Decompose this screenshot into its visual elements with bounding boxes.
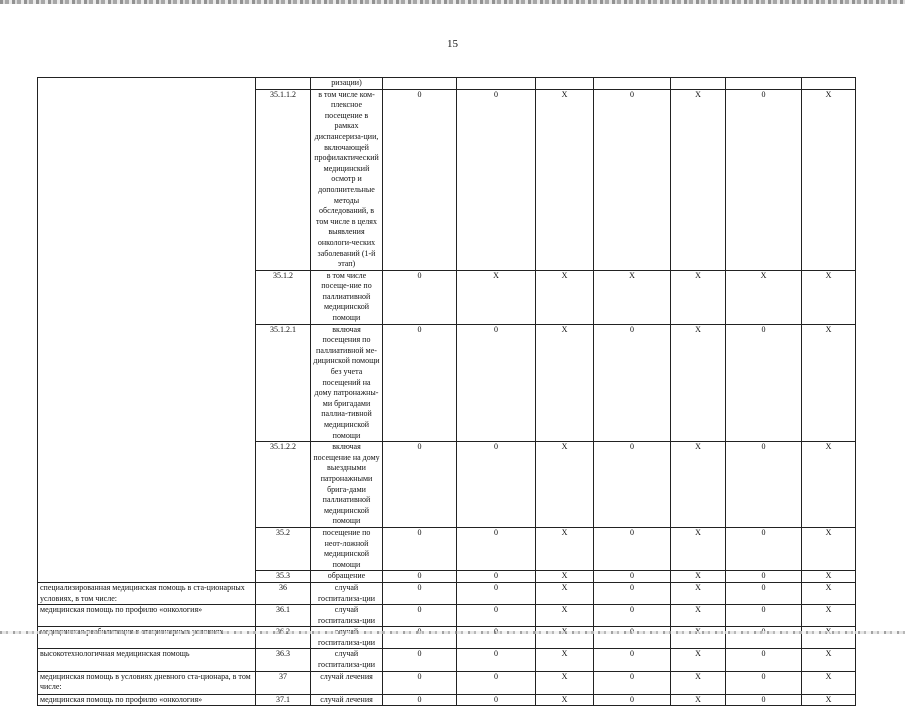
- row-unit-cell: ризации): [311, 78, 383, 90]
- value-cell: 0: [383, 324, 457, 442]
- row-unit-cell: обращение: [311, 571, 383, 583]
- row-name-cell: [38, 89, 256, 270]
- value-cell: 0: [594, 694, 671, 706]
- value-cell: 0: [726, 89, 802, 270]
- value-cell: 0: [457, 442, 536, 528]
- value-cell: X: [671, 571, 726, 583]
- value-cell: 0: [726, 649, 802, 671]
- row-code-cell: 35.1.2.2: [256, 442, 311, 528]
- value-cell: X: [802, 270, 856, 324]
- value-cell: 0: [594, 527, 671, 570]
- table-row: [38, 694, 856, 706]
- row-name-cell: [38, 571, 256, 583]
- row-code-cell: 37: [256, 671, 311, 694]
- value-cell: 0: [457, 694, 536, 706]
- row-unit-cell: в том числе посеще-ние по паллиативной медицинской помощи: [311, 270, 383, 324]
- value-cell: 0: [594, 89, 671, 270]
- value-cell: [726, 78, 802, 90]
- value-cell: 0: [726, 571, 802, 583]
- value-cell: 0: [457, 582, 536, 604]
- value-cell: X: [536, 605, 594, 627]
- value-cell: 0: [726, 582, 802, 604]
- table-row: [38, 442, 856, 528]
- row-code-cell: [256, 78, 311, 90]
- scan-edge-top: [0, 0, 905, 4]
- table-row: [38, 582, 856, 604]
- table-row: [38, 270, 856, 324]
- value-cell: X: [802, 89, 856, 270]
- value-cell: X: [802, 527, 856, 570]
- value-cell: X: [536, 694, 594, 706]
- value-cell: 0: [383, 605, 457, 627]
- row-code-cell: 36.1: [256, 605, 311, 627]
- value-cell: 0: [726, 527, 802, 570]
- value-cell: 0: [383, 270, 457, 324]
- value-cell: X: [536, 324, 594, 442]
- row-unit-cell: в том числе ком-плексное посещение в рамках диспансериза-ции, включающей профилактический медицинский осмотр и дополнительные методы обследований, в том числе в целях выявления онкологи-ческих заболеваний (1-й этап): [311, 89, 383, 270]
- value-cell: 0: [383, 89, 457, 270]
- table-row: [38, 527, 856, 570]
- data-table: [37, 77, 856, 706]
- value-cell: X: [536, 89, 594, 270]
- row-code-cell: 35.1.2.1: [256, 324, 311, 442]
- row-name-cell: медицинская помощь по профилю «онкология»: [38, 694, 256, 706]
- value-cell: X: [671, 582, 726, 604]
- value-cell: [802, 78, 856, 90]
- row-name-cell: [38, 324, 256, 442]
- row-unit-cell: госпитализа-ции: [311, 627, 383, 649]
- value-cell: 0: [594, 605, 671, 627]
- row-unit-cell: случай госпитализа-ции: [311, 582, 383, 604]
- row-unit-cell: случай госпитализа-ции: [311, 605, 383, 627]
- row-unit-cell: случай лечения: [311, 694, 383, 706]
- value-cell: 0: [594, 671, 671, 694]
- table-row: [38, 324, 856, 442]
- row-unit-cell: случай госпитализа-ции: [311, 649, 383, 671]
- value-cell: X: [671, 89, 726, 270]
- value-cell: 0: [457, 671, 536, 694]
- table-row: [38, 649, 856, 671]
- value-cell: 0: [594, 571, 671, 583]
- value-cell: [457, 78, 536, 90]
- value-cell: 0: [457, 89, 536, 270]
- row-code-cell: 36: [256, 582, 311, 604]
- row-name-cell: высокотехнологичная медицинская помощь: [38, 649, 256, 671]
- value-cell: X: [536, 582, 594, 604]
- value-cell: X: [802, 649, 856, 671]
- value-cell: 0: [383, 571, 457, 583]
- value-cell: 0: [457, 527, 536, 570]
- value-cell: X: [802, 442, 856, 528]
- value-cell: X: [802, 324, 856, 442]
- value-cell: 0: [383, 527, 457, 570]
- value-cell: X: [536, 671, 594, 694]
- value-cell: X: [536, 649, 594, 671]
- table-row: [38, 571, 856, 583]
- row-name-cell: медицинская помощь по профилю «онкология»: [38, 605, 256, 627]
- scan-edge-bottom: [0, 631, 905, 634]
- table-row: [38, 89, 856, 270]
- value-cell: X: [802, 571, 856, 583]
- value-cell: 0: [594, 649, 671, 671]
- value-cell: X: [536, 270, 594, 324]
- value-cell: X: [671, 671, 726, 694]
- value-cell: [383, 78, 457, 90]
- row-name-cell: [38, 442, 256, 528]
- value-cell: 0: [383, 442, 457, 528]
- value-cell: 0: [726, 442, 802, 528]
- value-cell: [671, 78, 726, 90]
- row-name-cell: [38, 78, 256, 90]
- value-cell: [536, 78, 594, 90]
- value-cell: 0: [726, 694, 802, 706]
- value-cell: X: [671, 605, 726, 627]
- row-code-cell: 37.1: [256, 694, 311, 706]
- value-cell: X: [802, 694, 856, 706]
- row-unit-cell: случай лечения: [311, 671, 383, 694]
- row-code-cell: 35.3: [256, 571, 311, 583]
- value-cell: 0: [726, 324, 802, 442]
- row-name-cell: [38, 527, 256, 570]
- row-code-cell: 35.1.1.2: [256, 89, 311, 270]
- row-code-cell: 36.3: [256, 649, 311, 671]
- value-cell: 0: [383, 694, 457, 706]
- row-unit-cell: посещение по неот-ложной медицинской помощи: [311, 527, 383, 570]
- value-cell: X: [594, 270, 671, 324]
- value-cell: 0: [383, 582, 457, 604]
- value-cell: X: [671, 694, 726, 706]
- row-name-cell: медицинская помощь в условиях дневного ста-ционара, в том числе:: [38, 671, 256, 694]
- table-row: [38, 605, 856, 627]
- value-cell: X: [671, 442, 726, 528]
- value-cell: X: [536, 571, 594, 583]
- value-cell: X: [671, 527, 726, 570]
- value-cell: 0: [457, 571, 536, 583]
- page-number: 15: [447, 38, 458, 50]
- row-unit-cell: включая посещения по паллиативной ме-дицинской помощи без учета посещений на дому патронажны-ми бригадами паллиа-тивной медицинской помощи: [311, 324, 383, 442]
- table-row: [38, 78, 856, 90]
- value-cell: 0: [594, 582, 671, 604]
- value-cell: 0: [383, 671, 457, 694]
- row-name-cell: специализированная медицинская помощь в ста-ционарных условиях, в том числе:: [38, 582, 256, 604]
- table-row: [38, 671, 856, 694]
- value-cell: X: [802, 605, 856, 627]
- value-cell: X: [536, 442, 594, 528]
- row-name-cell: [38, 270, 256, 324]
- value-cell: X: [536, 527, 594, 570]
- row-code-cell: 35.1.2: [256, 270, 311, 324]
- value-cell: 0: [457, 605, 536, 627]
- row-unit-cell: включая посещение на дому выездными патронажными брига-дами паллиативной медицинской помощи: [311, 442, 383, 528]
- value-cell: 0: [726, 605, 802, 627]
- value-cell: 0: [594, 324, 671, 442]
- value-cell: X: [671, 649, 726, 671]
- value-cell: X: [457, 270, 536, 324]
- table-body: [38, 78, 856, 706]
- value-cell: X: [671, 324, 726, 442]
- value-cell: 0: [726, 671, 802, 694]
- value-cell: X: [802, 582, 856, 604]
- value-cell: 0: [594, 442, 671, 528]
- value-cell: [594, 78, 671, 90]
- value-cell: 0: [457, 649, 536, 671]
- value-cell: 0: [383, 649, 457, 671]
- value-cell: X: [671, 270, 726, 324]
- value-cell: X: [726, 270, 802, 324]
- row-code-cell: 35.2: [256, 527, 311, 570]
- value-cell: 0: [457, 324, 536, 442]
- value-cell: X: [802, 671, 856, 694]
